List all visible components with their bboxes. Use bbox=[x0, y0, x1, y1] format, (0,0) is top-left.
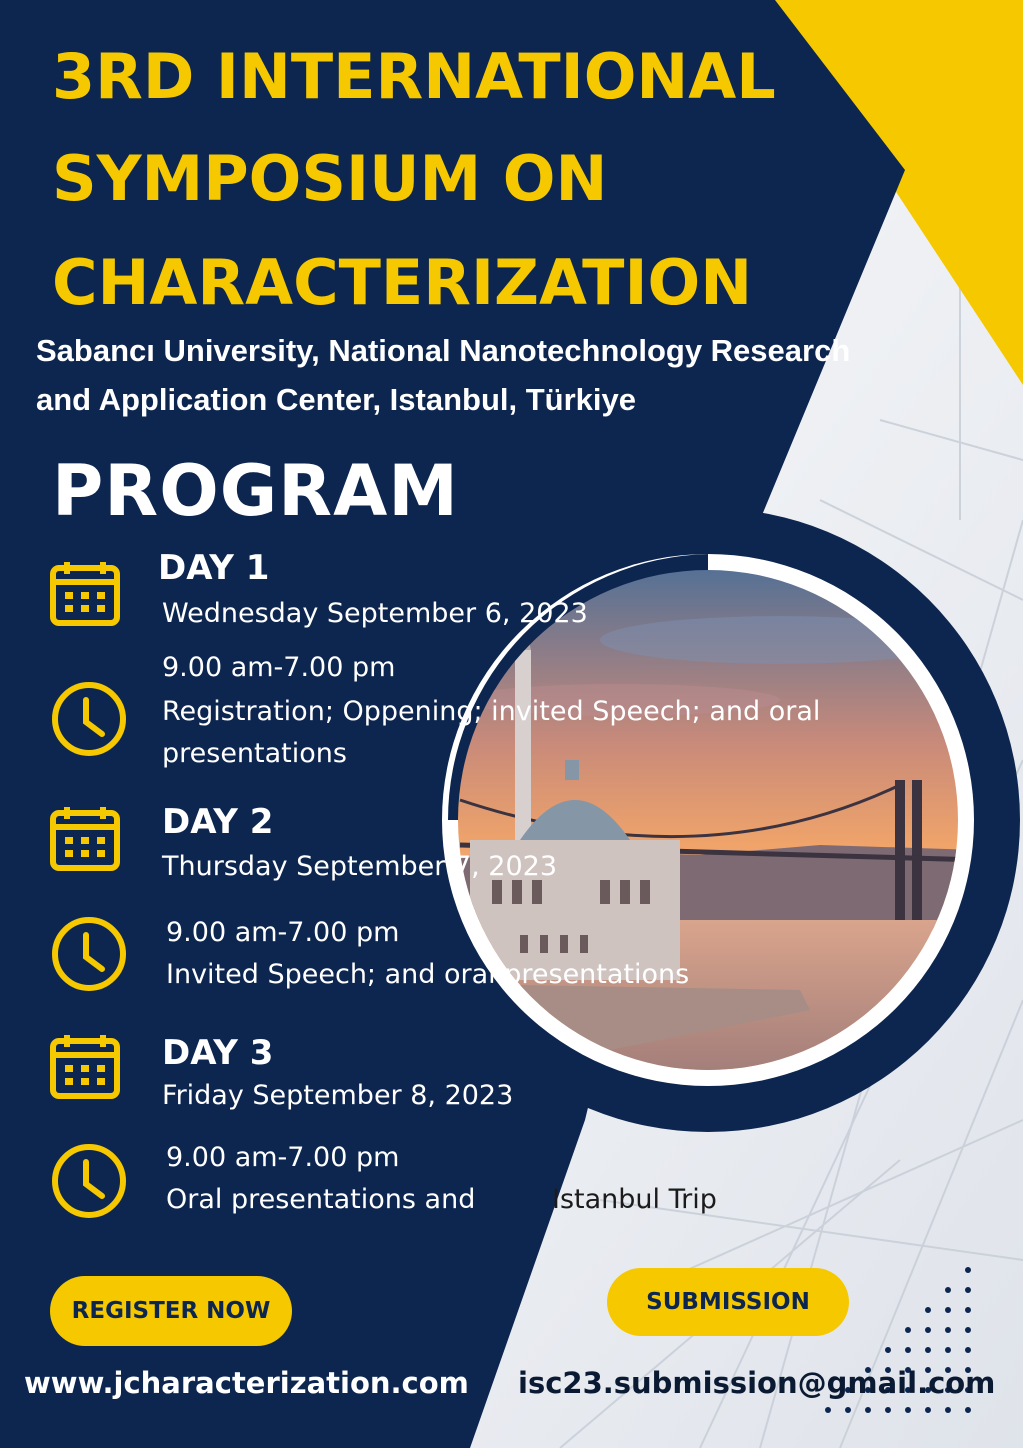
clock-icon bbox=[50, 1142, 128, 1220]
day-3-label: DAY 3 bbox=[162, 1033, 274, 1073]
calendar-icon bbox=[50, 805, 120, 871]
clock-icon bbox=[50, 915, 128, 993]
day-2-date: Thursday September 7, 2023 bbox=[162, 851, 558, 882]
venue-line-1: Sabancı University, National Nanotechnology Research bbox=[36, 333, 851, 368]
clock-icon bbox=[50, 680, 128, 758]
calendar-icon bbox=[50, 1033, 120, 1099]
calendar-icon bbox=[50, 560, 120, 626]
submission-button[interactable]: SUBMISSION bbox=[607, 1268, 849, 1336]
day-3-activities-line-2: Istanbul Trip bbox=[552, 1184, 717, 1215]
day-1-date: Wednesday September 6, 2023 bbox=[162, 598, 588, 629]
title-line-1: 3RD INTERNATIONAL bbox=[52, 40, 776, 113]
day-1-activities-line-2: presentations bbox=[162, 738, 347, 769]
program-heading: PROGRAM bbox=[52, 450, 459, 532]
venue-line-2: and Application Center, Istanbul, Türkiye bbox=[36, 382, 637, 417]
day-3-activities-line-1: Oral presentations and bbox=[166, 1184, 476, 1215]
day-1-time: 9.00 am-7.00 pm bbox=[162, 652, 396, 683]
day-1-label: DAY 1 bbox=[158, 548, 270, 588]
day-1-activities-line-1: Registration; Oppening; invited Speech; and oral bbox=[162, 696, 821, 727]
day-3-time: 9.00 am-7.00 pm bbox=[166, 1142, 400, 1173]
title-line-3: CHARACTERIZATION bbox=[52, 246, 753, 319]
title-line-2: SYMPOSIUM ON bbox=[52, 142, 608, 215]
website-link[interactable]: www.jcharacterization.com bbox=[24, 1366, 469, 1400]
day-3-date: Friday September 8, 2023 bbox=[162, 1080, 514, 1111]
email-link[interactable]: isc23.submission@gmail.com bbox=[518, 1366, 996, 1400]
day-2-activities-line-1: Invited Speech; and oral presentations bbox=[166, 959, 690, 990]
day-2-label: DAY 2 bbox=[162, 802, 274, 842]
register-now-button[interactable]: REGISTER NOW bbox=[50, 1276, 292, 1346]
day-2-time: 9.00 am-7.00 pm bbox=[166, 917, 400, 948]
